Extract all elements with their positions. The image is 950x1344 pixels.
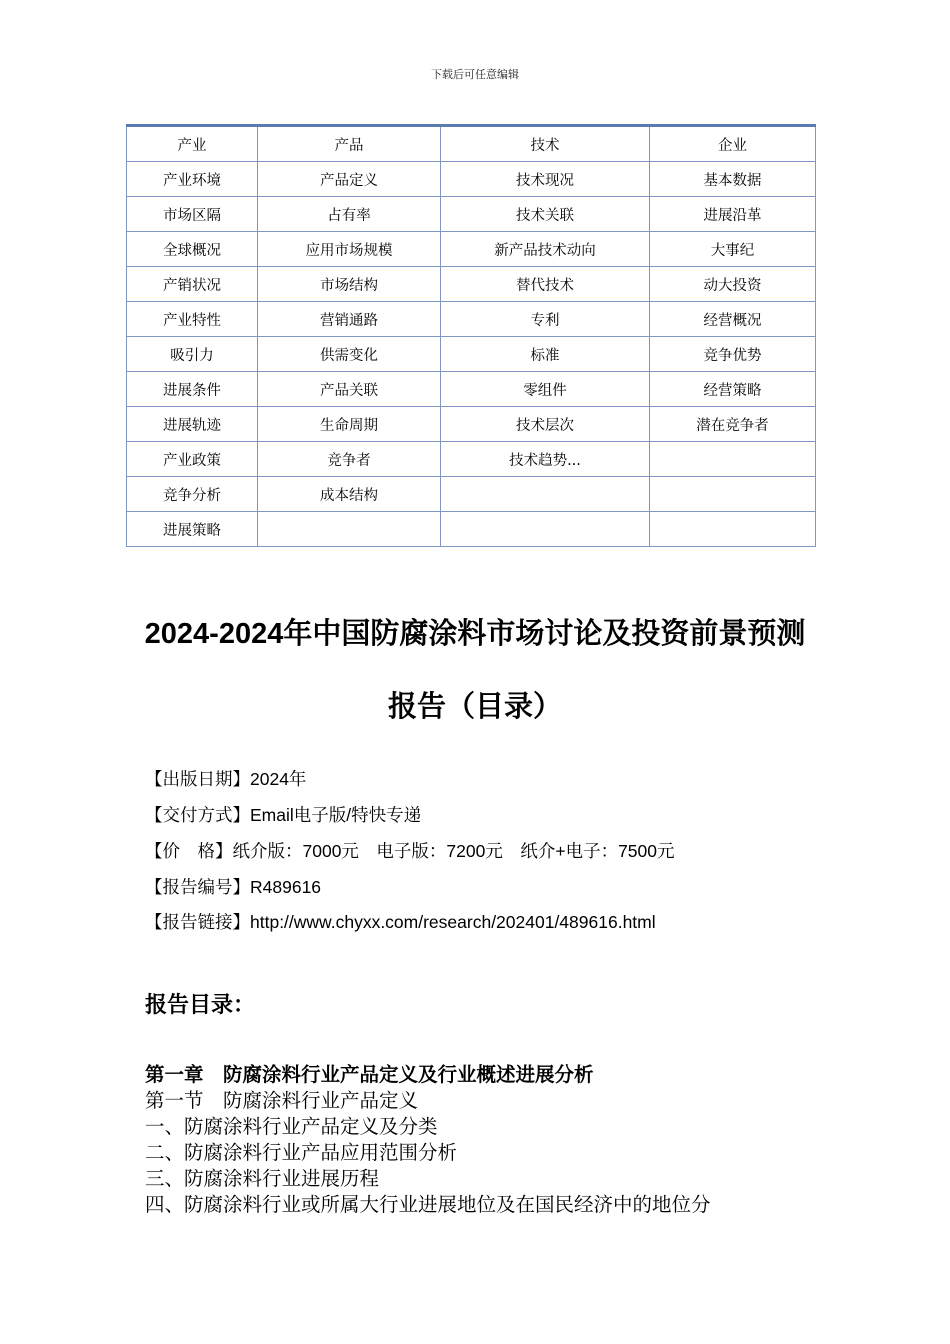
table-row xyxy=(127,372,816,407)
table-header-cell: 产品 xyxy=(258,126,441,162)
toc-section: 第一节 防腐涂料行业产品定义 xyxy=(145,1089,419,1112)
table-cell: 占有率 xyxy=(258,197,441,232)
table-cell: 产业特性 xyxy=(127,302,258,337)
info-report-id xyxy=(145,874,321,899)
table-header-cell: 技术 xyxy=(441,126,650,162)
table-cell: 市场结构 xyxy=(258,267,441,302)
info-delivery xyxy=(145,802,421,827)
table-cell: 应用市场规模 xyxy=(258,232,441,267)
info-label: 【报告链接】 xyxy=(145,913,250,933)
table-header-row xyxy=(127,126,816,162)
toc-item: 四、防腐涂料行业或所属大行业进展地位及在国民经济中的地位分 xyxy=(145,1193,711,1216)
info-label: 【报告编号】 xyxy=(145,878,250,898)
toc-item: 一、防腐涂料行业产品定义及分类 xyxy=(145,1115,438,1138)
table-cell xyxy=(441,512,650,547)
table-row xyxy=(127,477,816,512)
table-cell: 标准 xyxy=(441,337,650,372)
table-cell: 技术层次 xyxy=(441,407,650,442)
table-cell xyxy=(650,442,816,477)
table-cell: 进展策略 xyxy=(127,512,258,547)
info-label: 【出版日期】 xyxy=(145,770,250,790)
header-note: 下载后可任意编辑 xyxy=(431,68,519,81)
table-cell: 产品定义 xyxy=(258,162,441,197)
table-cell xyxy=(258,512,441,547)
toc-item: 二、防腐涂料行业产品应用范围分析 xyxy=(145,1141,458,1164)
info-label: 【价 格】 xyxy=(145,842,233,862)
toc-item: 三、防腐涂料行业进展历程 xyxy=(145,1167,380,1190)
table-cell: 潜在竞争者 xyxy=(650,407,816,442)
table-cell: 供需变化 xyxy=(258,337,441,372)
table-row xyxy=(127,232,816,267)
table-row xyxy=(127,302,816,337)
category-table xyxy=(126,124,816,547)
table-cell: 经营策略 xyxy=(650,372,816,407)
table-cell: 产业政策 xyxy=(127,442,258,477)
table-row xyxy=(127,512,816,547)
table-of-contents xyxy=(145,1062,711,1218)
table-cell: 吸引力 xyxy=(127,337,258,372)
table-cell: 经营概况 xyxy=(650,302,816,337)
table-cell xyxy=(650,512,816,547)
table-cell: 生命周期 xyxy=(258,407,441,442)
table-cell: 专利 xyxy=(441,302,650,337)
table-cell: 进展条件 xyxy=(127,372,258,407)
table-cell: 产品关联 xyxy=(258,372,441,407)
table-cell: 竞争优势 xyxy=(650,337,816,372)
table-cell xyxy=(441,477,650,512)
table-cell: 竞争者 xyxy=(258,442,441,477)
table-cell: 进展轨迹 xyxy=(127,407,258,442)
toc-heading: 报告目录： xyxy=(145,992,256,1017)
table-cell: 营销通路 xyxy=(258,302,441,337)
table-cell: 技术趋势... xyxy=(441,442,650,477)
table-cell: 竞争分析 xyxy=(127,477,258,512)
table-cell: 技术现况 xyxy=(441,162,650,197)
report-link[interactable]: http://www.chyxx.com/research/202401/489616.html xyxy=(250,912,656,932)
info-value: 2024年 xyxy=(250,769,307,789)
table-header-cell: 产业 xyxy=(127,126,258,162)
table-cell: 技术关联 xyxy=(441,197,650,232)
table-cell: 进展沿革 xyxy=(650,197,816,232)
table-row xyxy=(127,267,816,302)
table-cell: 零组件 xyxy=(441,372,650,407)
table-row xyxy=(127,442,816,477)
table-cell: 产业环境 xyxy=(127,162,258,197)
table-row xyxy=(127,407,816,442)
table-cell xyxy=(650,477,816,512)
info-value: Email电子版/特快专递 xyxy=(250,805,422,825)
report-title: 2024-2024年中国防腐涂料市场讨论及投资前景预测 xyxy=(144,618,806,650)
table-row xyxy=(127,162,816,197)
table-cell: 动大投资 xyxy=(650,267,816,302)
table-row xyxy=(127,197,816,232)
table-row xyxy=(127,337,816,372)
table-cell: 产销状况 xyxy=(127,267,258,302)
table-cell: 成本结构 xyxy=(258,477,441,512)
info-value: 纸介版：7000元 电子版：7200元 纸介+电子：7500元 xyxy=(232,841,675,861)
table-cell: 全球概况 xyxy=(127,232,258,267)
info-price xyxy=(145,838,675,863)
table-cell: 市场区隔 xyxy=(127,197,258,232)
table-cell: 基本数据 xyxy=(650,162,816,197)
table-header-cell: 企业 xyxy=(650,126,816,162)
info-label: 【交付方式】 xyxy=(145,806,250,826)
toc-chapter: 第一章 防腐涂料行业产品定义及行业概述进展分析 xyxy=(145,1064,594,1086)
table-cell: 大事纪 xyxy=(650,232,816,267)
table-cell: 新产品技术动向 xyxy=(441,232,650,267)
info-value: R489616 xyxy=(250,877,322,897)
info-publish-date xyxy=(145,766,306,791)
table-cell: 替代技术 xyxy=(441,267,650,302)
info-report-link xyxy=(145,909,656,934)
report-title-line2: 报告（目录） xyxy=(387,691,562,723)
